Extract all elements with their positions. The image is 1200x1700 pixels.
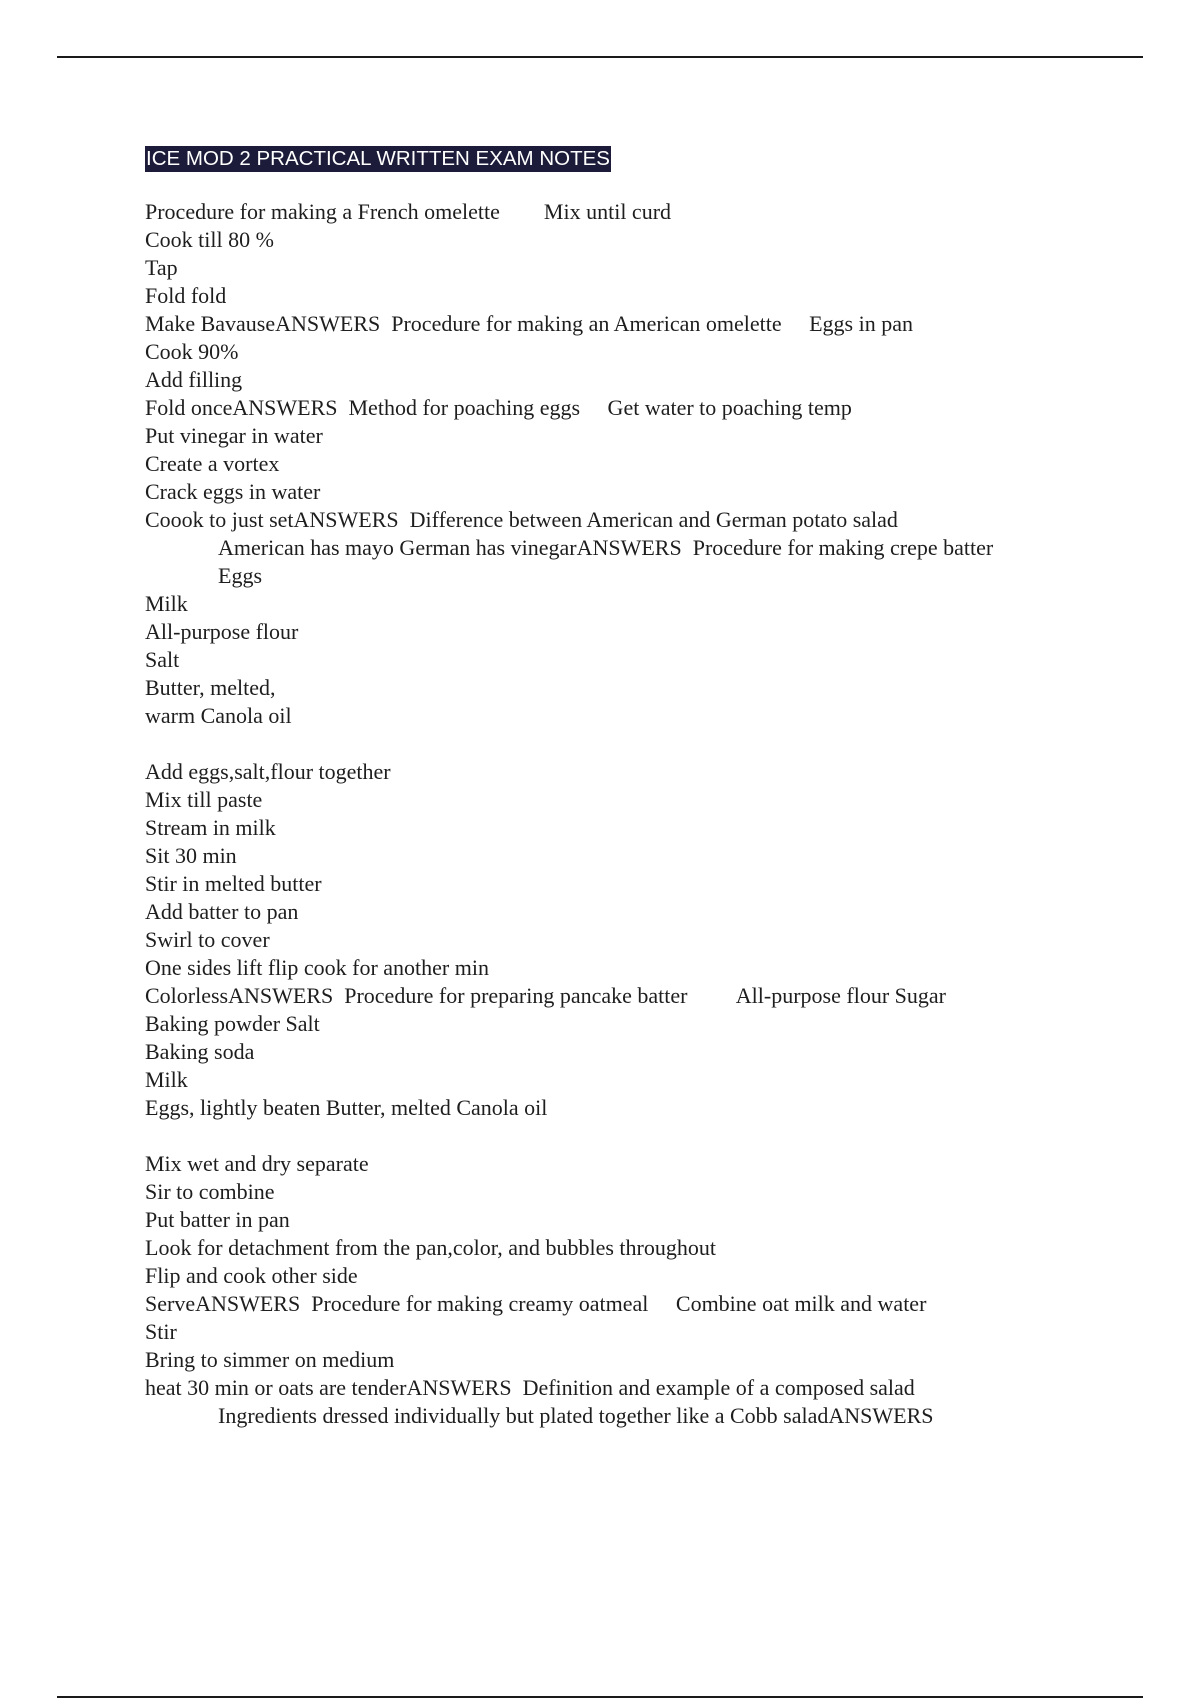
text-line: Make BavauseANSWERS Procedure for making an American omelette Eggs in pan [145, 311, 913, 336]
text-line: Milk [145, 1067, 188, 1092]
text-line: Put batter in pan [145, 1207, 290, 1232]
text-line: Fold onceANSWERS Method for poaching eggs Get water to poaching temp [145, 395, 852, 420]
text-line: Ingredients dressed individually but plated together like a Cobb saladANSWERS [218, 1403, 934, 1428]
blank-line [145, 1122, 1145, 1150]
text-line: Crack eggs in water [145, 479, 321, 504]
text-line: Mix wet and dry separate [145, 1151, 369, 1176]
text-line: Swirl to cover [145, 927, 270, 952]
text-line: Milk [145, 591, 188, 616]
blank-line [145, 730, 1145, 758]
text-line: Sit 30 min [145, 843, 237, 868]
text-line: Salt [145, 647, 180, 672]
text-line: American has mayo German has vinegarANSWERS Procedure for making crepe batter [218, 535, 994, 560]
text-line: Baking soda [145, 1039, 255, 1064]
text-line: Create a vortex [145, 451, 280, 476]
text-line: Cook 90% [145, 339, 239, 364]
footer-rule [57, 1696, 1143, 1698]
text-line: Mix till paste [145, 787, 263, 812]
text-line: All-purpose flour [145, 619, 299, 644]
text-line: Cook till 80 % [145, 227, 274, 252]
text-line: Baking powder Salt [145, 1011, 320, 1036]
text-line: heat 30 min or oats are tenderANSWERS Definition and example of a composed salad [145, 1375, 915, 1400]
text-line: One sides lift flip cook for another min [145, 955, 489, 980]
document-body [145, 198, 1145, 1430]
text-line: Stir [145, 1319, 177, 1344]
text-line: Flip and cook other side [145, 1263, 358, 1288]
text-line: Fold fold [145, 283, 227, 308]
text-line: Coook to just setANSWERS Difference between American and German potato salad [145, 507, 898, 532]
header-rule [57, 56, 1143, 58]
document-title: ICE MOD 2 PRACTICAL WRITTEN EXAM NOTES [146, 147, 610, 170]
text-line: Add filling [145, 367, 243, 392]
text-line: Sir to combine [145, 1179, 275, 1204]
text-line: Add batter to pan [145, 899, 299, 924]
text-line: Eggs, lightly beaten Butter, melted Canola oil [145, 1095, 548, 1120]
text-line: Procedure for making a French omelette Mix until curd [145, 199, 672, 224]
text-line: Bring to simmer on medium [145, 1347, 395, 1372]
text-line: Butter, melted, [145, 675, 276, 700]
text-line: ServeANSWERS Procedure for making creamy oatmeal Combine oat milk and water [145, 1291, 927, 1316]
text-line: Stir in melted butter [145, 871, 322, 896]
text-line: ColorlessANSWERS Procedure for preparing pancake batter All-purpose flour Sugar [145, 983, 946, 1008]
text-line: Eggs [218, 563, 262, 588]
text-line: Add eggs,salt,flour together [145, 759, 391, 784]
text-line: Tap [145, 255, 178, 280]
text-line: Put vinegar in water [145, 423, 323, 448]
text-line: warm Canola oil [145, 703, 292, 728]
text-line: Stream in milk [145, 815, 276, 840]
text-line: Look for detachment from the pan,color, and bubbles throughout [145, 1235, 716, 1260]
